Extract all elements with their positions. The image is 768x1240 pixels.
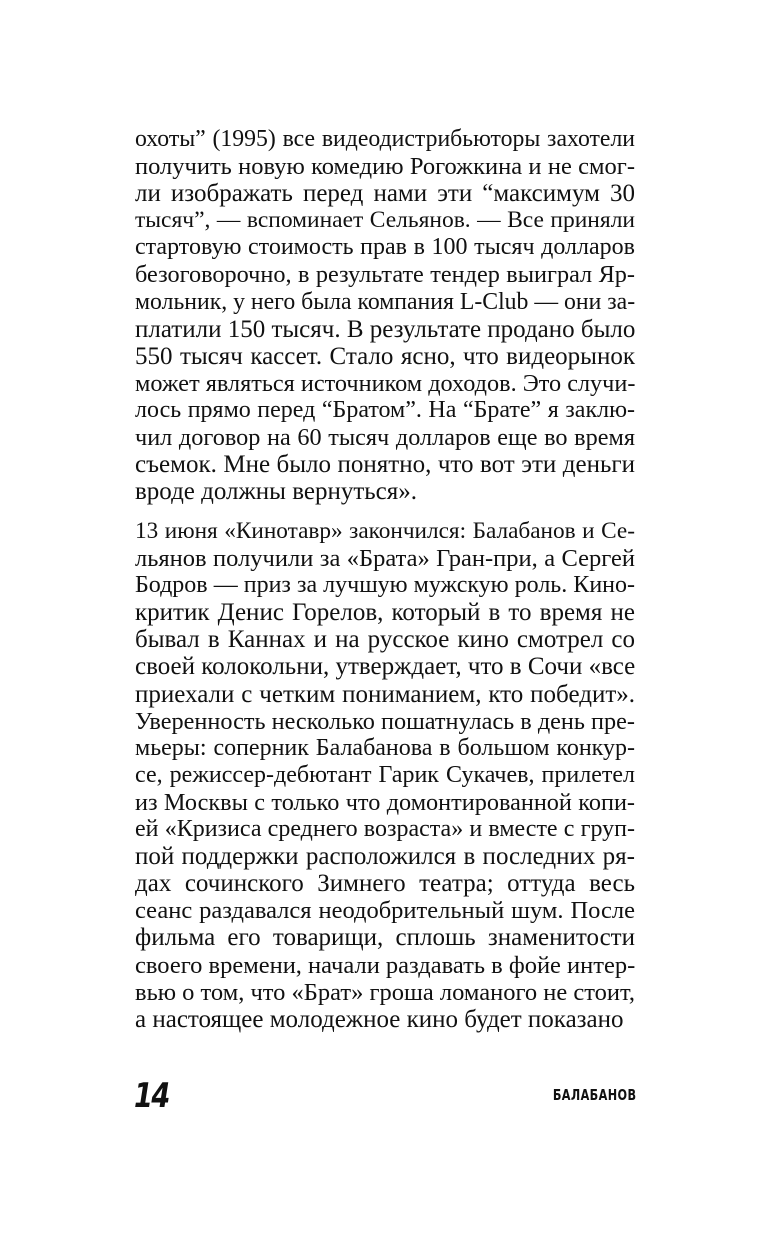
page-number: 14 bbox=[134, 1076, 169, 1116]
text-line: платили 150 тысяч. В результате продано было bbox=[135, 315, 636, 343]
text-line: тысяч”, — вспоминает Сельянов. — Все приняли bbox=[135, 207, 635, 234]
text-line: се, режиссер-дебютант Гарик Сукачев, прилетел bbox=[135, 761, 635, 788]
text-line: своего времени, начали раздавать в фойе интер- bbox=[135, 951, 636, 979]
paragraph-1 bbox=[135, 126, 635, 505]
text-line: мольник, у него была компания L-Club — они за- bbox=[135, 288, 636, 315]
paragraph-2 bbox=[135, 518, 635, 1033]
running-head: БАЛАБАНОВ bbox=[552, 1086, 636, 1104]
text-line: ли изображать перед нами эти “максимум 30 bbox=[135, 180, 635, 208]
text-line: вроде должны вернуться». bbox=[135, 478, 418, 506]
text-line: фильма его товарищи, сплошь знаменитости bbox=[135, 924, 635, 952]
text-line: съемок. Мне было понятно, что вот эти деньги bbox=[135, 451, 635, 479]
text-line: охоты” (1995) все видеодистрибьюторы захотели bbox=[135, 126, 635, 152]
text-line: чил договор на 60 тысяч долларов еще во время bbox=[135, 424, 635, 452]
text-line: дах сочинского Зимнего театра; оттуда весь bbox=[135, 870, 635, 898]
text-line: своей колокольни, утверждает, что в Сочи «все bbox=[135, 653, 636, 681]
text-line: Уверенность несколько пошатнулась в день пре- bbox=[135, 707, 635, 735]
text-line: бывал в Каннах и на русское кино смотрел со bbox=[135, 626, 635, 654]
text-line: льянов получили за «Брата» Гран-при, а Сергей bbox=[135, 545, 635, 573]
text-line: получить новую комедию Рогожкина и не смог- bbox=[135, 153, 635, 181]
text-line: сеанс раздавался неодобрительный шум. После bbox=[135, 897, 635, 925]
text-line: 550 тысяч кассет. Стало ясно, что видеорынок bbox=[135, 342, 635, 370]
text-line: стартовую стоимость прав в 100 тысяч долларов bbox=[135, 234, 635, 261]
text-line: из Москвы с только что домонтированной копи- bbox=[135, 788, 635, 816]
text-line: а настоящее молодежное кино будет показано bbox=[135, 1005, 624, 1033]
text-line: безоговорочно, в результате тендер выиграл Яр- bbox=[135, 261, 635, 289]
text-line: приехали с четким пониманием, кто победит». bbox=[135, 680, 635, 708]
text-line: может являться источником доходов. Это случи- bbox=[135, 369, 636, 397]
text-line: лось прямо перед “Братом”. На “Брате” я заклю- bbox=[135, 396, 635, 423]
text-line: пой поддержки расположился в последних ря- bbox=[135, 843, 635, 871]
text-line: критик Денис Горелов, который в то время не bbox=[135, 599, 635, 627]
text-line: ей «Кризиса среднего возраста» и вместе с груп- bbox=[135, 816, 635, 843]
text-line: 13 июня «Кинотавр» закончился: Балабанов и Се- bbox=[135, 518, 635, 544]
text-line: вью о том, что «Брат» гроша ломаного не стоит, bbox=[135, 978, 635, 1006]
text-line: Бодров — приз за лучшую мужскую роль. Кино- bbox=[135, 572, 635, 599]
text-line: мьеры: соперник Балабанова в большом конкур- bbox=[135, 734, 635, 761]
